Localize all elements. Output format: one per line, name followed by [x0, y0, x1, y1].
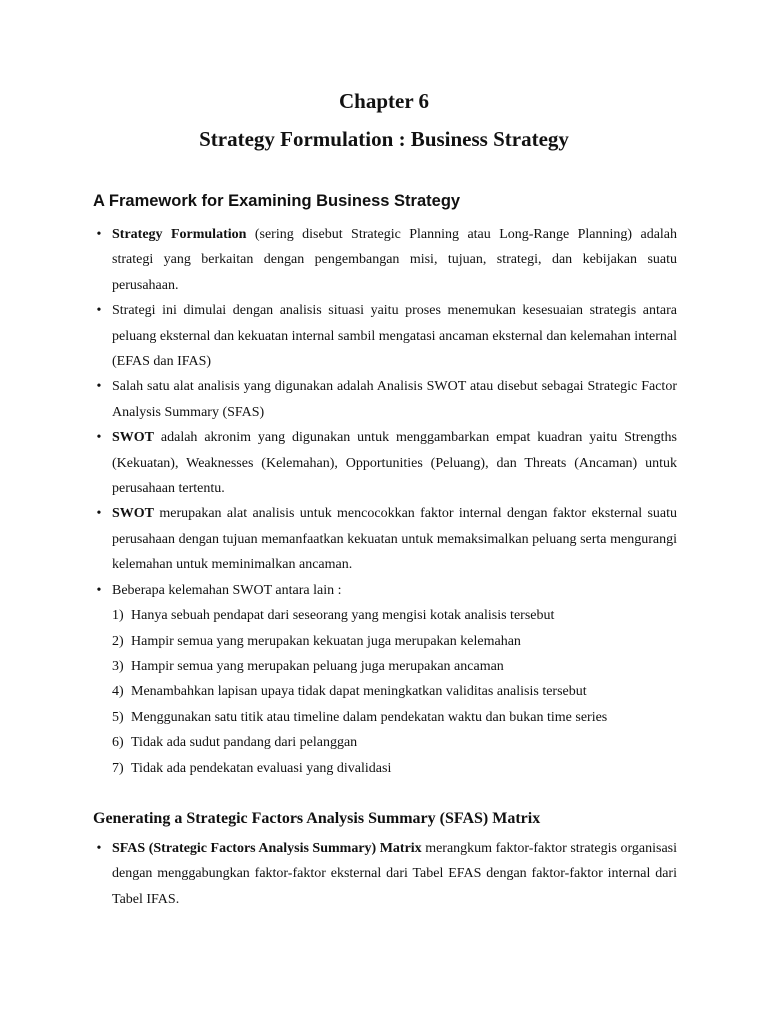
item-text: Hampir semua yang merupakan kekuatan juga merupakan kelemahan	[131, 633, 521, 649]
bullet-item	[93, 298, 677, 374]
bullet-bold-text: Strategy Formulation	[112, 227, 247, 242]
item-text: Tidak ada pendekatan evaluasi yang divalidasi	[131, 760, 392, 776]
swot-weakness-list	[112, 603, 677, 781]
bullet-text: (sering disebut Strategic Planning atau Long-Range Planning) adalah strategi yang berkaitan dengan pengembangan misi, tujuan, strategi, dan kebijakan suatu perusahaan.	[112, 227, 678, 293]
item-number: 6)	[112, 735, 124, 751]
numbered-item	[112, 756, 677, 781]
bullet-icon: •	[96, 506, 102, 522]
item-text: Hampir semua yang merupakan peluang juga merupakan ancaman	[131, 658, 504, 674]
item-number: 1)	[112, 608, 124, 624]
bullet-text: Salah satu alat analisis yang digunakan adalah Analisis SWOT atau disebut sebagai Strategic Factor Analysis Summary (SFAS)	[112, 379, 677, 420]
item-number: 2)	[112, 633, 124, 649]
framework-bullet-list	[93, 222, 677, 781]
bullet-icon: •	[96, 303, 102, 319]
bullet-icon: •	[96, 430, 102, 446]
item-text: Tidak ada sudut pandang dari pelanggan	[131, 735, 358, 751]
bullet-item	[93, 578, 677, 781]
bullet-icon: •	[96, 227, 102, 242]
bullet-bold-text: SWOT	[112, 506, 155, 522]
item-number: 5)	[112, 709, 124, 725]
item-text: Menambahkan lapisan upaya tidak dapat meningkatkan validitas analisis tersebut	[131, 684, 587, 700]
bullet-text: Beberapa kelemahan SWOT antara lain :	[112, 582, 342, 598]
bullet-item	[93, 425, 677, 501]
numbered-item	[112, 679, 677, 704]
chapter-subtitle: Strategy Formulation : Business Strategy	[199, 127, 569, 151]
bullet-text: adalah akronim yang digunakan untuk menggambarkan empat kuadran yaitu Strengths (Kekuatan), Weaknesses (Kelemahan), Opportunities (Peluang), dan Threats (Ancaman) untuk perusahaan tertentu.	[112, 430, 677, 497]
bullet-bold-text: SWOT	[112, 430, 155, 446]
chapter-title: Chapter 6	[338, 89, 430, 113]
numbered-item	[112, 603, 677, 628]
bullet-icon: •	[96, 582, 102, 598]
item-text: Hanya sebuah pendapat dari seseorang yang mengisi kotak analisis tersebut	[131, 608, 555, 624]
bullet-item	[93, 222, 677, 298]
bullet-item	[93, 836, 677, 912]
bullet-text: Strategi ini dimulai dengan analisis situasi yaitu proses menemukan kesesuaian strategis antara peluang eksternal dan kekuatan internal sambil mengatasi ancaman eksternal dan kelemahan internal (EFAS dan IFAS)	[112, 303, 677, 370]
bullet-icon: •	[96, 841, 102, 856]
bullet-text: merupakan alat analisis untuk mencocokkan faktor internal dengan faktor eksternal suatu perusahaan dengan tujuan memanfaatkan kekuatan untuk memaksimalkan peluang serta mengurangi kelemahan untuk meminimalkan ancaman.	[112, 506, 677, 573]
section-heading-framework: A Framework for Examining Business Strategy	[93, 192, 461, 210]
item-text: Menggunakan satu titik atau timeline dalam pendekatan waktu dan bukan time series	[131, 709, 608, 725]
item-number: 4)	[112, 684, 124, 700]
bullet-item	[93, 501, 677, 577]
numbered-item	[112, 730, 677, 755]
item-number: 7)	[112, 760, 124, 776]
bullet-bold-text: SFAS (Strategic Factors Analysis Summary) Matrix	[112, 841, 422, 856]
bullet-icon: •	[96, 379, 102, 395]
bullet-text: merangkum faktor-faktor strategis organisasi dengan menggabungkan faktor-faktor eksternal dari Tabel EFAS dengan faktor-faktor internal dari Tabel IFAS.	[112, 841, 677, 907]
sfas-bullet-list	[93, 836, 677, 912]
numbered-item	[112, 705, 677, 730]
numbered-item	[112, 654, 677, 679]
bullet-item	[93, 374, 677, 425]
item-number: 3)	[112, 658, 124, 674]
section-heading-sfas: Generating a Strategic Factors Analysis Summary (SFAS) Matrix	[93, 810, 541, 827]
numbered-item	[112, 629, 677, 654]
